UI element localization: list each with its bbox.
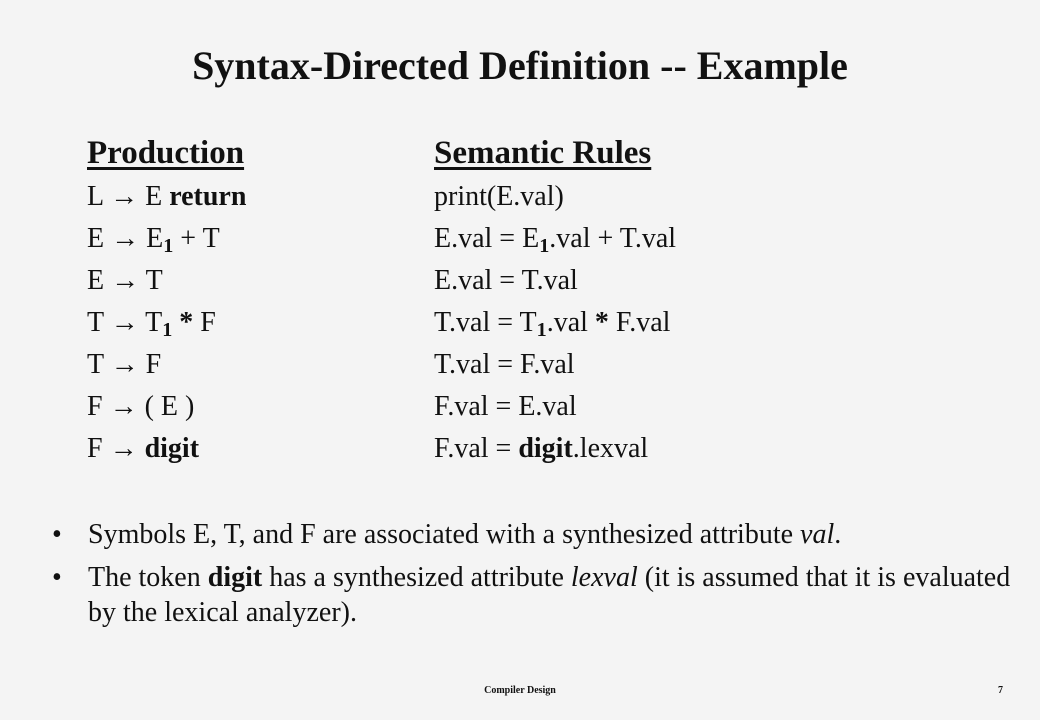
production: $T \to T_1 * F$ bbox=[87, 307, 216, 342]
arrow-icon: → bbox=[104, 265, 146, 296]
arrow-icon: → bbox=[103, 307, 146, 338]
production-header: Production bbox=[87, 135, 245, 171]
production: E → T bbox=[87, 265, 163, 296]
grammar-row bbox=[0, 349, 1040, 391]
grammar-row bbox=[0, 391, 1040, 433]
arrow-icon: → bbox=[104, 223, 147, 254]
arrow-icon: → bbox=[102, 433, 145, 464]
production: T → F bbox=[87, 349, 162, 380]
production: F → ( E ) bbox=[87, 391, 195, 422]
semantic-rule: F.val = E.val bbox=[434, 391, 577, 422]
bullet-icon: • bbox=[52, 519, 62, 550]
production: $E \to E_1 + T$ bbox=[87, 223, 220, 258]
footer-course: Compiler Design bbox=[484, 685, 556, 696]
semantic-rule: $T.val = T_1.val * F.val$ bbox=[434, 307, 671, 342]
grammar-row bbox=[0, 181, 1040, 223]
semantic-rule: $E.val = E_1.val + T.val$ bbox=[434, 223, 677, 258]
arrow-icon: → bbox=[103, 349, 146, 380]
production: L → E return bbox=[87, 181, 247, 212]
semantic-rule: print(E.val) bbox=[434, 181, 564, 212]
arrow-icon: → bbox=[102, 391, 145, 422]
semantic-rule: E.val = T.val bbox=[434, 265, 578, 296]
semantic-rules-header: Semantic Rules bbox=[434, 135, 652, 171]
page-number: 7 bbox=[998, 685, 1003, 696]
grammar-row bbox=[0, 433, 1040, 475]
bullet-item: • Symbols E, T, and F are associated with a synthesized attribute val. bbox=[52, 519, 842, 550]
bullet-item: • The token digit has a synthesized attribute lexval (it is assumed that it is evaluated by the lexical analyzer). bbox=[52, 562, 1011, 628]
semantic-rule: T.val = F.val bbox=[434, 349, 575, 380]
grammar-row bbox=[0, 223, 1040, 265]
semantic-rule: F.val = digit.lexval bbox=[434, 433, 649, 464]
slide-title: Syntax-Directed Definition -- Example bbox=[192, 43, 848, 88]
grammar-row bbox=[0, 265, 1040, 307]
grammar-row bbox=[0, 307, 1040, 349]
bullet-list bbox=[48, 517, 1018, 638]
arrow-icon: → bbox=[103, 181, 146, 212]
production: F → digit bbox=[87, 433, 200, 464]
bullet-icon: • bbox=[52, 562, 62, 593]
